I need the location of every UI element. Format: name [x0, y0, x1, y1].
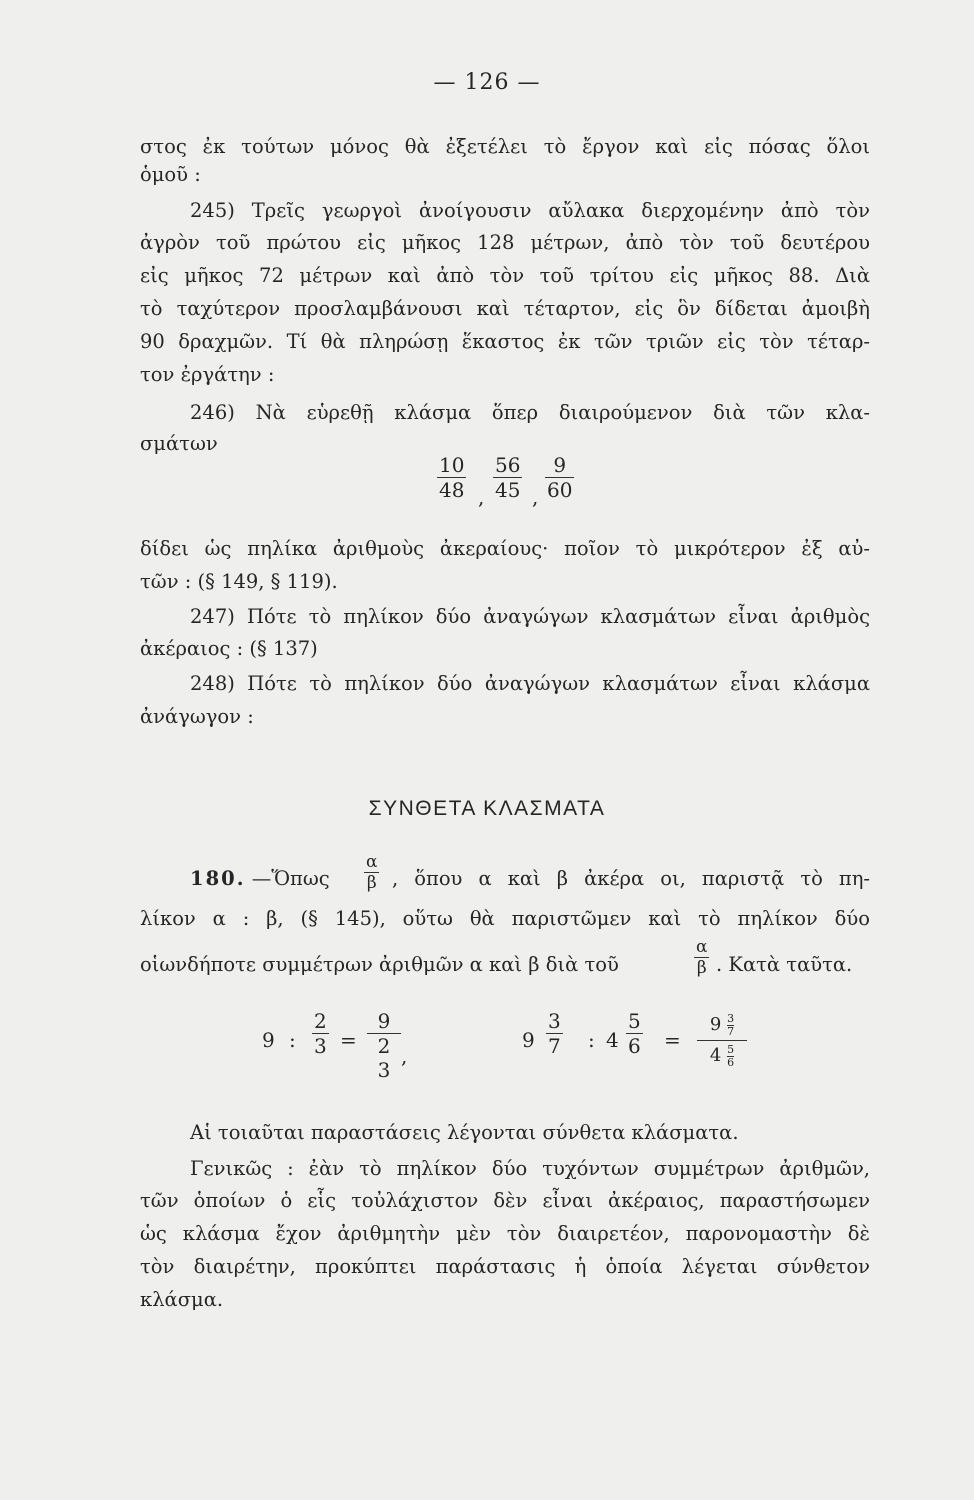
text-line: σμάτων: [140, 432, 218, 455]
text-line: ἀνάγωγον :: [140, 705, 254, 728]
fraction: $\frac{56}{45}$: [495, 453, 521, 502]
text-line: τὸν διαιρέτην, προκύπτει παράστασις ἡ ὁποία λέγεται σύνθετον: [140, 1255, 870, 1278]
text-line: τῶν : (§ 149, § 119).: [140, 570, 338, 593]
text-line: τῶν ὁποίων ὁ εἷς τοὐλάχιστον δὲν εἶναι ἀκέραιος, παραστήσωμεν: [140, 1189, 870, 1212]
text-line: δίδει ὡς πηλίκα ἀριθμοὺς ἀκεραίους· ποῖον τὸ μικρότερον ἐξ αὐ-: [140, 537, 870, 560]
text-line: λίκον α : β, (§ 145), οὕτω θὰ παριστῶμεν καὶ τὸ πηλίκον δύο: [140, 907, 870, 930]
math-number: 9: [262, 1028, 275, 1052]
text-line: . Κατὰ ταῦτα.: [716, 953, 853, 976]
fraction-separator: ,: [478, 485, 485, 509]
fraction: $\frac{3}{7}$: [548, 1009, 561, 1058]
page-number: — 126 —: [433, 70, 541, 95]
para-180-line: 180. —Ὅπως: [190, 867, 330, 890]
math-operator: =: [340, 1028, 357, 1052]
text-line: στος ἐκ τούτων μόνος θὰ ἐξετέλει τὸ ἔργον καὶ εἰς πόσας ὅλοι: [140, 135, 870, 158]
fraction-separator: ,: [532, 485, 539, 509]
text-line: ἀκέραιος : (§ 137): [140, 637, 318, 660]
math-operator: =: [664, 1028, 681, 1052]
fraction: $\frac{10}{48}$: [439, 453, 465, 502]
math-operator: :: [289, 1028, 296, 1052]
fraction: $\frac{5}{6}$: [628, 1009, 641, 1058]
text-line: εἰς μῆκος 72 μέτρων καὶ ἀπὸ τὸν τοῦ τρίτου εἰς μῆκος 88. Διὰ: [140, 264, 870, 287]
compound-fraction: 9 2 3: [367, 1009, 401, 1082]
para-number: 180.: [190, 867, 246, 890]
problem-248-line: 248) Πότε τὸ πηλίκον δύο ἀναγώγων κλασμάτων εἶναι κλάσμα: [190, 672, 870, 695]
text-line: ὁμοῦ :: [140, 163, 201, 186]
para-180-line-rest: , ὅπου α καὶ β ἀκέρα οι, παριστᾷ τὸ πη-: [392, 867, 870, 890]
alpha-over-beta: $\frac{\alpha}{\beta}$: [366, 852, 378, 893]
compound-fraction: 9 $\frac{3}{7}$ 4 $\frac{5}{6}$: [697, 1010, 747, 1071]
math-number: 9: [522, 1028, 535, 1052]
text-line: τον ἐργάτην :: [140, 363, 275, 386]
text-line: οἱωνδήποτε συμμέτρων ἀριθμῶν α καὶ β διὰ τοῦ: [140, 953, 619, 976]
text-line: κλάσμα.: [140, 1288, 224, 1311]
math-operator: :: [588, 1028, 595, 1052]
text-line: ὡς κλάσμα ἔχον ἀριθμητὴν μὲν τὸν διαιρετέον, παρονομαστὴν δὲ: [140, 1222, 870, 1245]
math-number: 4: [606, 1028, 619, 1052]
math-separator: ,: [401, 1044, 408, 1068]
alpha-over-beta: $\frac{\alpha}{\beta}$: [696, 937, 708, 978]
text-line: Γενικῶς : ἐὰν τὸ πηλίκον δύο τυχόντων συμμέτρων ἀριθμῶν,: [190, 1157, 870, 1180]
problem-247-line: 247) Πότε τὸ πηλίκον δύο ἀναγώγων κλασμάτων εἶναι ἀριθμὸς: [190, 605, 870, 628]
fraction: $\frac{2}{3}$: [314, 1009, 327, 1058]
problem-245-line: 245) Τρεῖς γεωργοὶ ἀνοίγουσιν αὔλακα διερχομένην ἀπὸ τὸν: [190, 199, 870, 222]
fraction: $\frac{9}{60}$: [547, 453, 573, 502]
text-line: Αἱ τοιαῦται παραστάσεις λέγονται σύνθετα κλάσματα.: [190, 1121, 739, 1144]
text-line: 90 δραχμῶν. Τί θὰ πληρώσῃ ἕκαστος ἐκ τῶν τριῶν εἰς τὸν τέταρ-: [140, 330, 870, 353]
text-line: τὸ ταχύτερον προσλαμβάνουσι καὶ τέταρτον, εἰς ὃν δίδεται ἀμοιβὴ: [140, 297, 870, 320]
text-line: ἀγρὸν τοῦ πρώτου εἰς μῆκος 128 μέτρων, ἀπὸ τὸν τοῦ δευτέρου: [140, 231, 870, 254]
section-heading: ΣΥΝΘΕΤΑ ΚΛΑΣΜΑΤΑ: [368, 797, 606, 820]
problem-246-line: 246) Νὰ εὑρεθῇ κλάσμα ὅπερ διαιρούμενον διὰ τῶν κλα-: [190, 401, 870, 424]
